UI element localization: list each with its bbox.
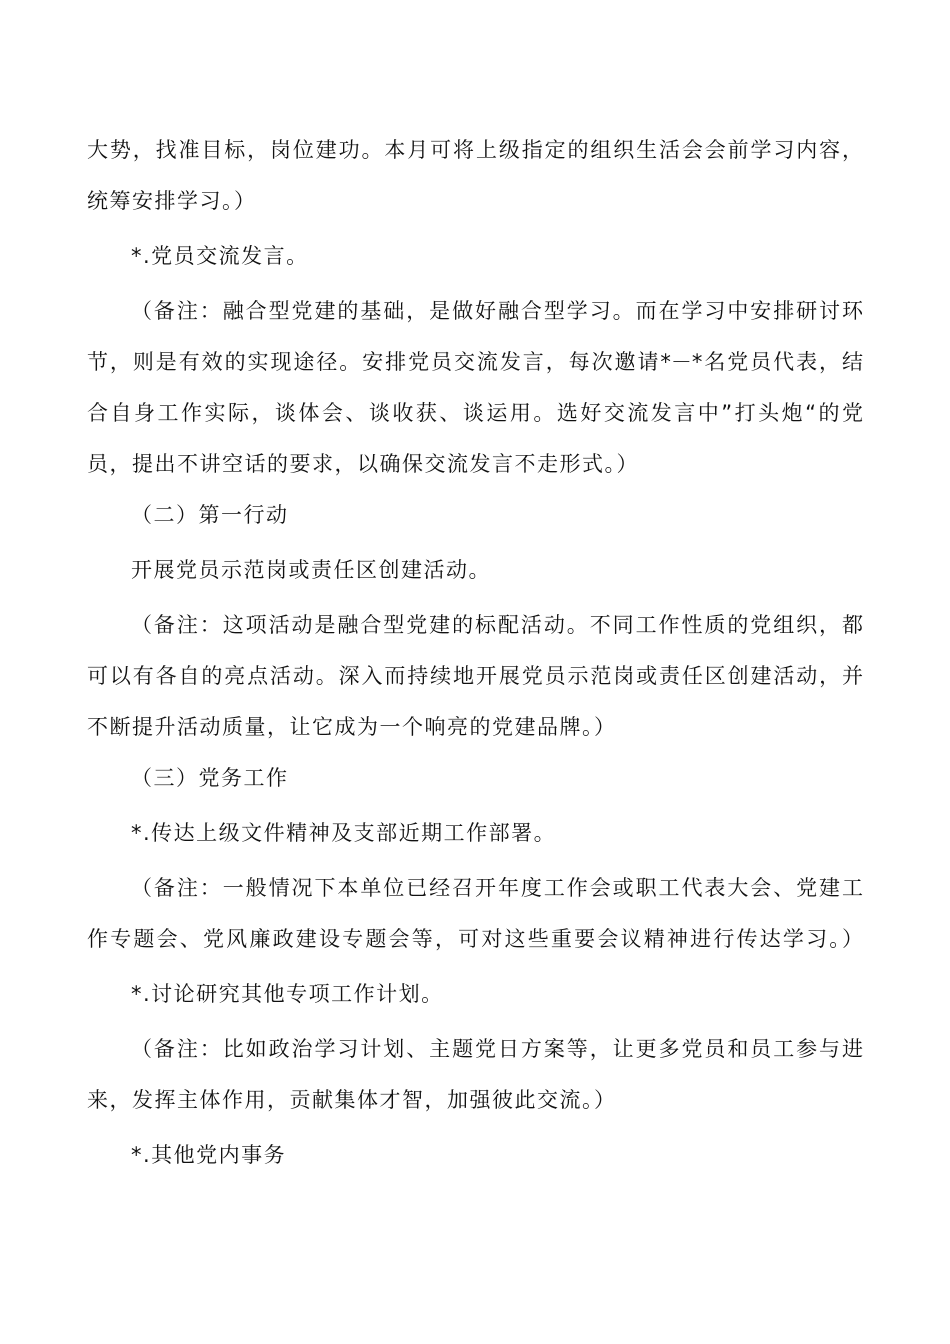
note-text-line: 合自身工作实际，谈体会、谈收获、谈运用。选好交流发言中”打头炮“的党 [87,401,863,425]
note-text-line: 作专题会、党风廉政建设专题会等，可对这些重要会议精神进行传达学习。） [87,927,863,951]
body-text-line: 开展党员示范岗或责任区创建活动。 [131,558,491,582]
note-text-line: （备注：这项活动是融合型党建的标配活动。不同工作性质的党组织，都 [131,613,863,637]
note-text-line: 员，提出不讲空话的要求，以确保交流发言不走形式。） [87,452,639,476]
list-item: *.党员交流发言。 [131,244,309,268]
list-item: *.讨论研究其他专项工作计划。 [131,982,444,1006]
note-text-line: （备注：一般情况下本单位已经召开年度工作会或职工代表大会、党建工 [131,876,863,900]
body-text-line: 大势，找准目标，岗位建功。本月可将上级指定的组织生活会会前学习内容， [87,138,863,162]
note-text-line: 不断提升活动质量，让它成为一个响亮的党建品牌。） [87,715,617,739]
note-text-line: （备注：比如政治学习计划、主题党日方案等，让更多党员和员工参与进 [131,1037,863,1061]
note-text-line: 来，发挥主体作用，贡献集体才智，加强彼此交流。） [87,1088,617,1112]
note-text-line: （备注：融合型党建的基础，是做好融合型学习。而在学习中安排研讨环 [131,299,863,323]
note-text-line: 可以有各自的亮点活动。深入而持续地开展党员示范岗或责任区创建活动，并 [87,664,863,688]
list-item: *.传达上级文件精神及支部近期工作部署。 [131,821,557,845]
body-text-line: 统筹安排学习。） [87,189,257,213]
note-text-line: 节，则是有效的实现途径。安排党员交流发言，每次邀请*－*名党员代表，结 [87,350,863,374]
list-item: *.其他党内事务 [131,1143,287,1167]
section-heading: （二）第一行动 [131,503,289,527]
section-heading: （三）党务工作 [131,766,289,790]
